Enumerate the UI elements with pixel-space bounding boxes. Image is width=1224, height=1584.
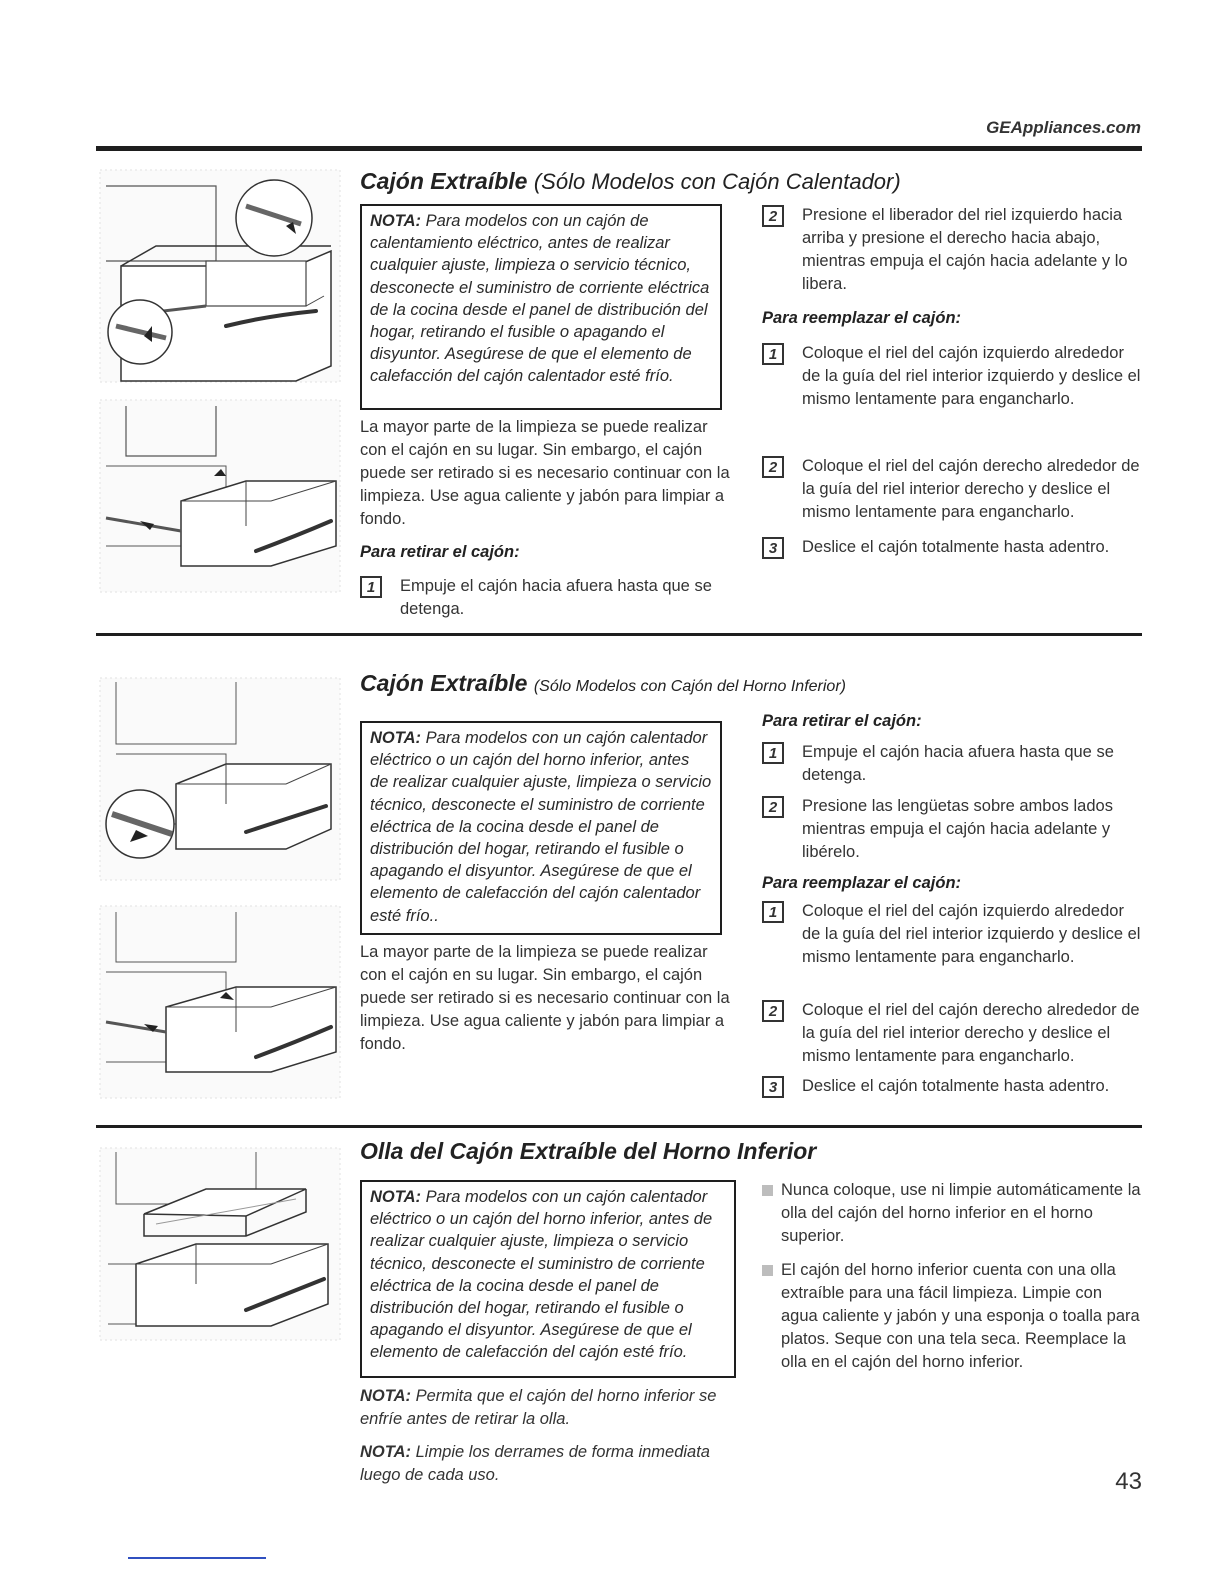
section-title: Olla del Cajón Extraíble del Horno Inferior xyxy=(360,1138,817,1164)
step-number: 1 xyxy=(360,576,382,598)
illustration-lower-drawer-replace xyxy=(96,902,344,1102)
list-item xyxy=(762,1179,1142,1248)
replace-step-1 xyxy=(762,342,1142,411)
step-number: 1 xyxy=(762,742,784,764)
step-text: Coloque el riel del cajón derecho alrededor de la guía del riel interior derecho y deslice el mismo lentamente para engancharlo. xyxy=(802,457,1140,521)
replace-heading: Para reemplazar el cajón: xyxy=(762,874,962,892)
step-number: 1 xyxy=(762,901,784,923)
note-label: NOTA: xyxy=(370,212,422,230)
warning-note-box xyxy=(360,721,722,935)
title-main: Cajón Extraíble xyxy=(360,168,528,194)
replace-step-3 xyxy=(762,536,1142,559)
remove-step-1 xyxy=(762,741,1142,787)
step-text: Deslice el cajón totalmente hasta adentro. xyxy=(802,538,1110,556)
step-text: Empuje el cajón hacia afuera hasta que se detenga. xyxy=(400,577,712,618)
title-subtitle: (Sólo Modelos con Cajón Calentador) xyxy=(533,169,901,194)
step-text: Presione las lengüetas sobre ambos lados mientras empuja el cajón hacia adelante y libérelo. xyxy=(802,797,1113,861)
cleaning-paragraph: La mayor parte de la limpieza se puede realizar con el cajón en su lugar. Sin embargo, el cajón puede ser retirado si es necesario continuar con la limpieza. Use agua caliente y jabón para limpiar a fondo. xyxy=(360,943,730,1053)
page-number: 43 xyxy=(1115,1468,1142,1495)
illustration-tab-release xyxy=(96,674,344,884)
remove-step-2 xyxy=(762,204,1142,296)
note-text: Para modelos con un cajón calentador eléctrico o un cajón del horno inferior, antes de realizar cualquier ajuste, limpieza o servicio técnico, desconecte el suministro de corriente eléctrica de la cocina desde el panel de distribución del hogar, retirando el fusible o apagando el disyuntor. Asegúrese de que el elemento de calefacción del cajón calentador esté frío.. xyxy=(370,729,712,925)
step-number: 2 xyxy=(762,1000,784,1022)
footer-line xyxy=(128,1557,266,1559)
remove-step-2 xyxy=(762,795,1142,864)
step-text: Coloque el riel del cajón derecho alrededor de la guía del riel interior derecho y deslice el mismo lentamente para engancharlo. xyxy=(802,1001,1140,1065)
step-text: Deslice el cajón totalmente hasta adentro. xyxy=(802,1077,1110,1095)
step-number: 2 xyxy=(762,205,784,227)
illustration-drawer-pan xyxy=(96,1144,344,1344)
replace-step-3 xyxy=(762,1075,1142,1098)
header-rule xyxy=(96,146,1142,151)
remove-heading: Para retirar el cajón: xyxy=(762,712,922,730)
section-divider-2 xyxy=(96,1125,1142,1128)
bullet-text: El cajón del horno inferior cuenta con una olla extraíble para una fácil limpieza. Limpie con agua caliente y jabón y una esponja o toalla para platos. Seque con una tela seca. Reemplace la olla en el cajón del horno inferior. xyxy=(781,1261,1140,1371)
replace-step-2 xyxy=(762,455,1142,524)
step-text: Presione el liberador del riel izquierdo hacia arriba y presione el derecho hacia abajo, mientras empuja el cajón hacia adelante y lo libera. xyxy=(802,206,1128,293)
remove-heading: Para retirar el cajón: xyxy=(360,543,520,561)
spill-note xyxy=(360,1441,750,1487)
note-text: Permita que el cajón del horno inferior se enfríe antes de retirar la olla. xyxy=(360,1387,717,1428)
step-number: 3 xyxy=(762,537,784,559)
step-number: 2 xyxy=(762,456,784,478)
step-number: 1 xyxy=(762,343,784,365)
step-text: Empuje el cajón hacia afuera hasta que se detenga. xyxy=(802,743,1114,784)
section-drawer-pan xyxy=(96,1132,1142,1502)
cleaning-paragraph: La mayor parte de la limpieza se puede realizar con el cajón en su lugar. Sin embargo, el cajón puede ser retirado si es necesario continuar con la limpieza. Use agua caliente y jabón para limpiar a fondo. xyxy=(360,418,730,528)
warning-note-box xyxy=(360,204,722,410)
bullet-text: Nunca coloque, use ni limpie automáticamente la olla del cajón del horno inferior en el horno superior. xyxy=(781,1181,1141,1245)
replace-heading: Para reemplazar el cajón: xyxy=(762,309,962,327)
section-title xyxy=(360,168,901,195)
step-text: Coloque el riel del cajón izquierdo alrededor de la guía del riel interior izquierdo y deslice el mismo lentamente para engancharlo. xyxy=(802,344,1141,408)
note-label: NOTA: xyxy=(360,1387,412,1405)
note-label: NOTA: xyxy=(370,1188,422,1206)
bullet-marker xyxy=(762,1265,773,1276)
section-lower-oven-drawer xyxy=(96,640,1142,1110)
title-subtitle: (Sólo Modelos con Cajón del Horno Inferior) xyxy=(533,678,846,695)
note-label: NOTA: xyxy=(370,729,422,747)
section-title xyxy=(360,670,846,697)
bullet-marker xyxy=(762,1185,773,1196)
replace-step-1 xyxy=(762,900,1142,969)
title-main: Cajón Extraíble xyxy=(360,670,528,696)
section-divider-1 xyxy=(96,633,1142,636)
note-text: Para modelos con un cajón de calentamiento eléctrico, antes de realizar cualquier ajuste, limpieza o servicio técnico, desconecte el suministro de corriente eléctrica de la cocina desde el panel de distribución del hogar, retirando el fusible o apagando el disyuntor. Asegúrese de que el elemento de calefacción del cajón calentador esté frío. xyxy=(370,212,710,386)
cooling-note xyxy=(360,1385,750,1431)
site-url: GEAppliances.com xyxy=(986,118,1141,137)
remove-step-1 xyxy=(360,575,730,621)
note-label: NOTA: xyxy=(360,1443,412,1461)
note-text: Para modelos con un cajón calentador eléctrico o un cajón del horno inferior, antes de realizar cualquier ajuste, limpieza o servicio técnico, desconecte el suministro de corriente eléctrica de la cocina desde el panel de distribución del hogar, retirando el fusible o apagando el disyuntor. Asegúrese de que el elemento de calefacción del cajón esté frío. xyxy=(370,1188,713,1362)
note-text: Limpie los derrames de forma inmediata luego de cada uso. xyxy=(360,1443,710,1484)
warning-note-box xyxy=(360,1180,736,1378)
step-text: Coloque el riel del cajón izquierdo alrededor de la guía del riel interior izquierdo y deslice el mismo lentamente para engancharlo. xyxy=(802,902,1141,966)
illustration-drawer-release xyxy=(96,166,344,386)
step-number: 2 xyxy=(762,796,784,818)
section-warming-drawer xyxy=(96,160,1142,630)
illustration-drawer-replace xyxy=(96,396,344,596)
replace-step-2 xyxy=(762,999,1142,1068)
step-number: 3 xyxy=(762,1076,784,1098)
list-item xyxy=(762,1259,1142,1374)
